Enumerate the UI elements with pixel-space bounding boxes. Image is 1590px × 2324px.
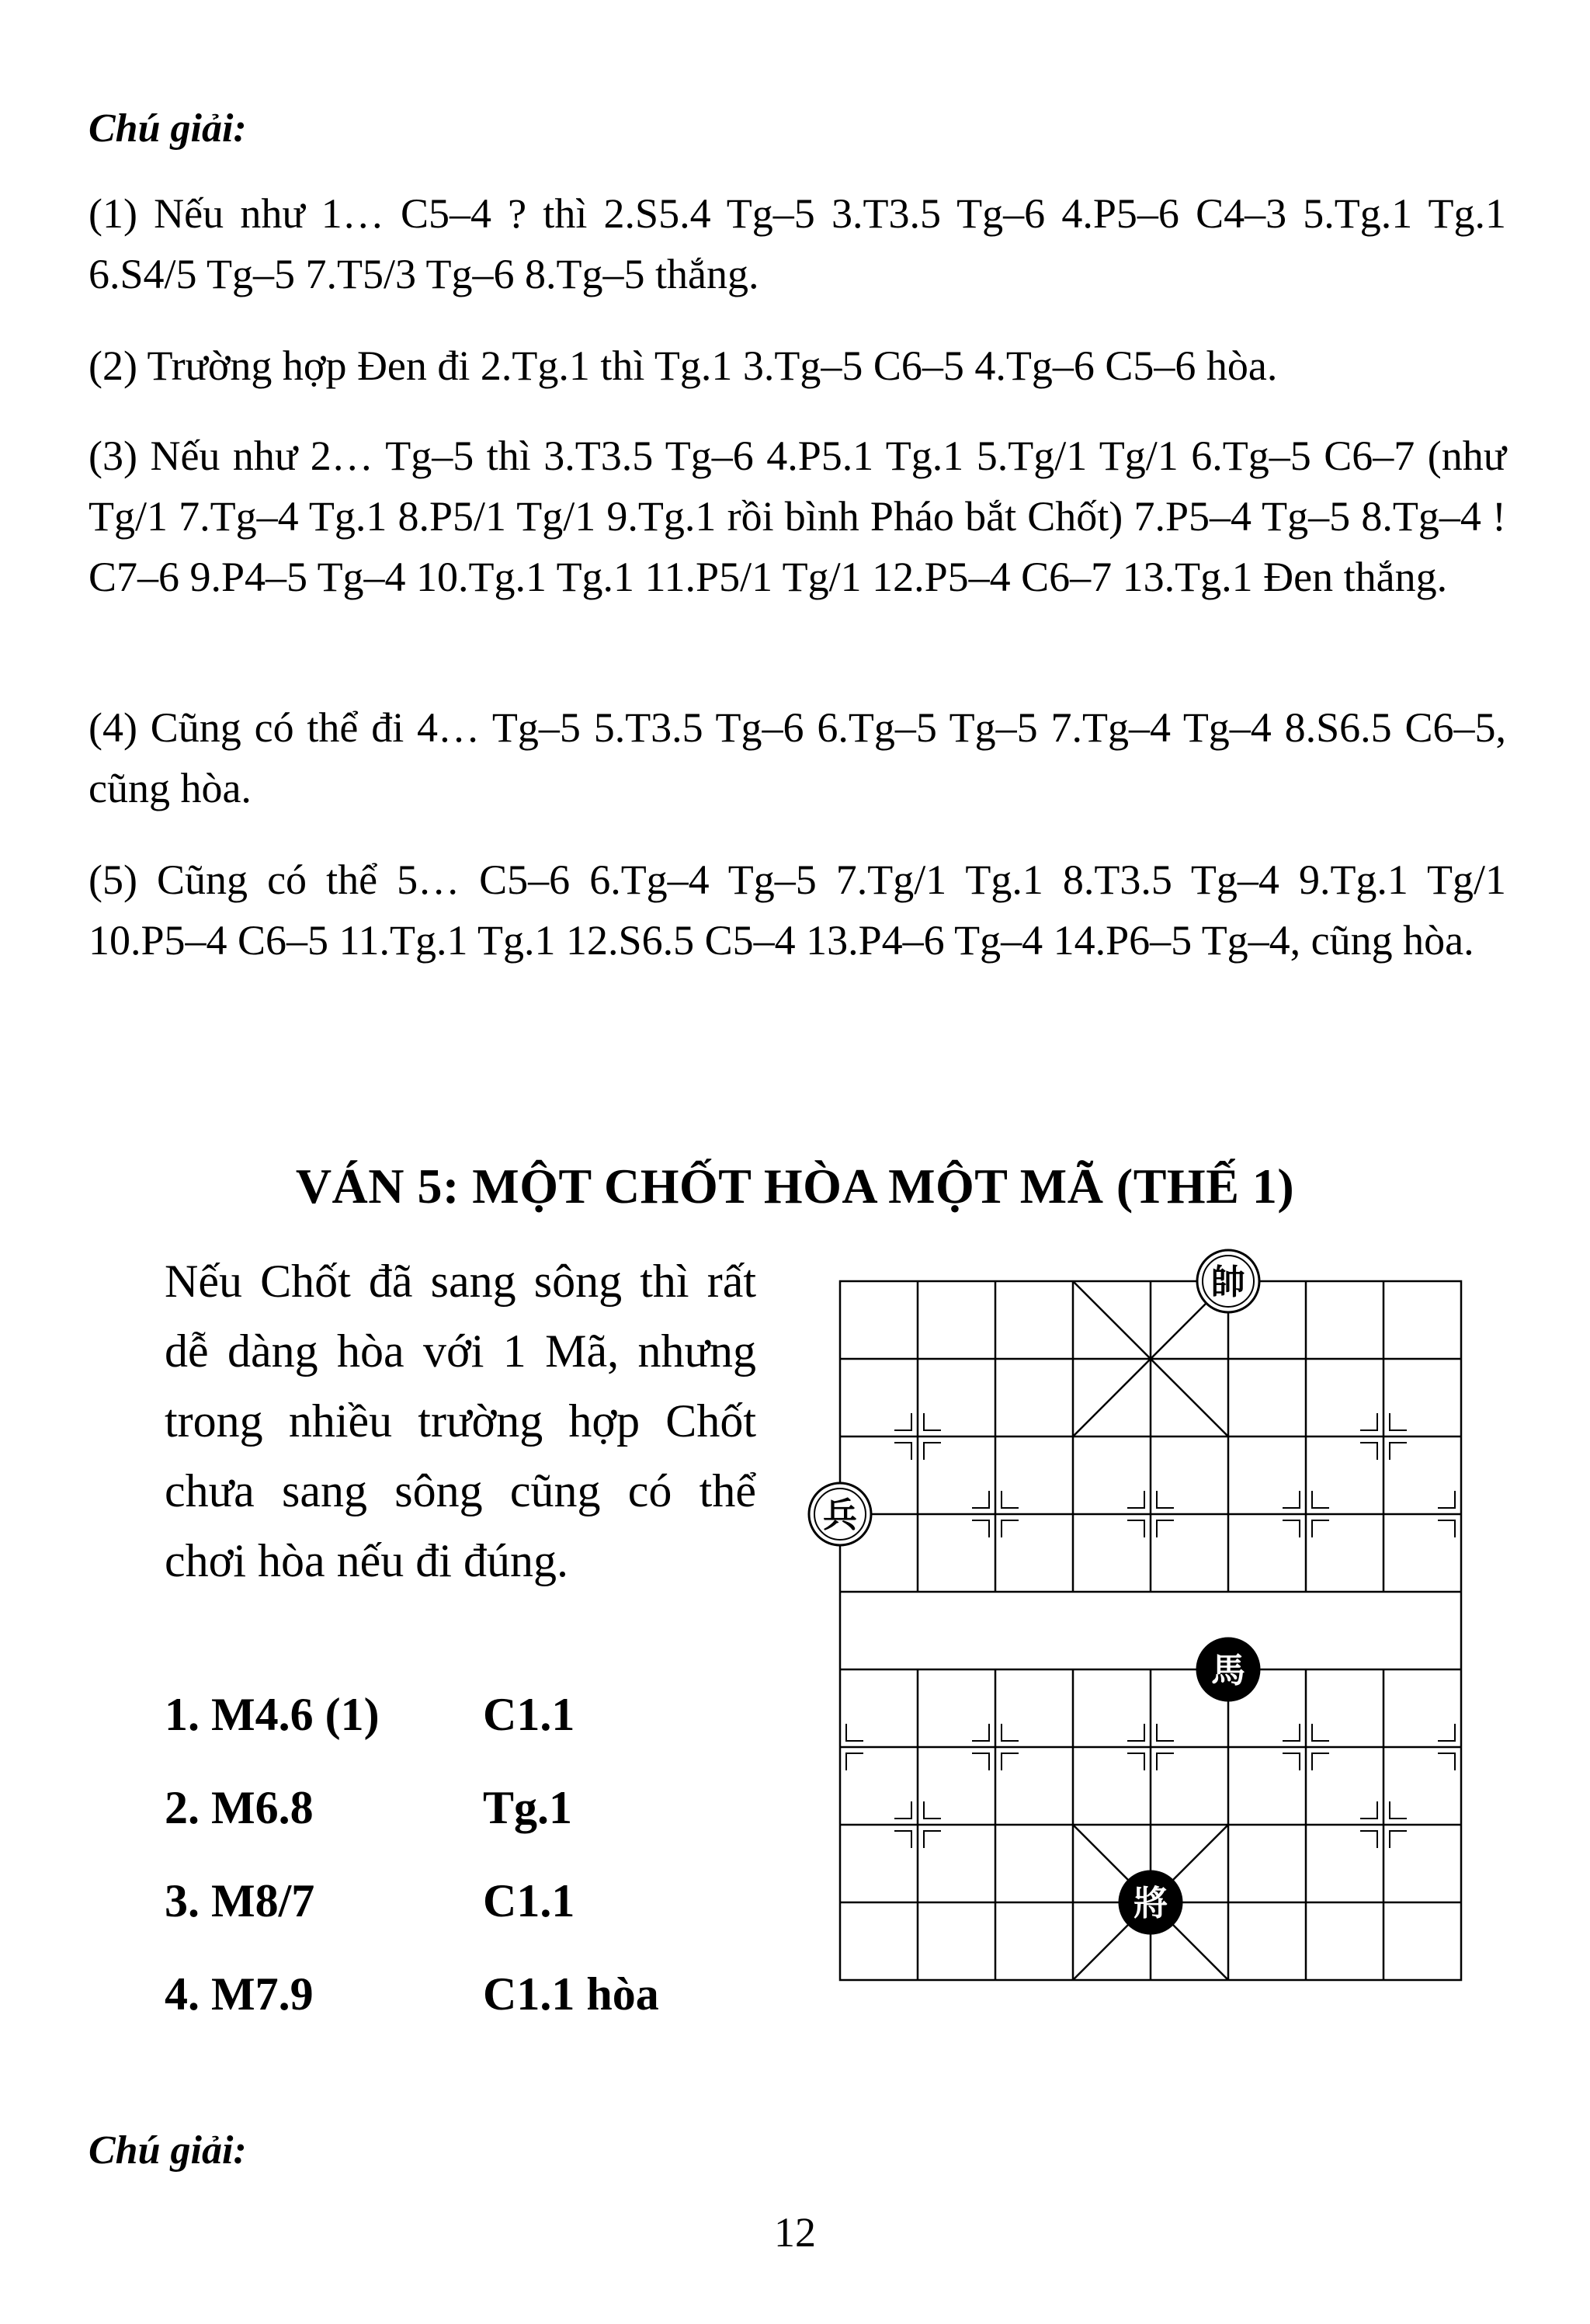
red-soldier-label: 兵	[823, 1495, 857, 1535]
position-marker	[972, 1520, 989, 1537]
position-marker	[894, 1801, 911, 1819]
move-red: 3. M8/7	[165, 1875, 315, 1926]
black-general-label: 將	[1133, 1884, 1168, 1923]
intro-paragraph: Nếu Chốt đã sang sông thì rất dễ dàng hòa với 1 Mã, nhưng trong nhiều trường hợp Chốt chưa sang sông cũng có thể chơi hòa nếu đi đúng.	[165, 1256, 756, 1586]
position-marker	[1127, 1753, 1144, 1770]
move-red: 2. M6.8	[165, 1782, 314, 1833]
position-marker	[1283, 1491, 1300, 1508]
position-marker	[924, 1443, 941, 1460]
move-black: C1.1	[483, 1689, 575, 1740]
position-marker	[1127, 1724, 1144, 1741]
position-marker	[1312, 1491, 1329, 1508]
position-marker	[1360, 1831, 1377, 1848]
position-marker	[1438, 1724, 1455, 1741]
position-marker	[1312, 1724, 1329, 1741]
position-marker	[1312, 1520, 1329, 1537]
position-marker	[894, 1831, 911, 1848]
position-marker	[1312, 1753, 1329, 1770]
position-marker	[1157, 1520, 1174, 1537]
notes-heading: Chú giải:	[89, 106, 247, 151]
position-marker	[1157, 1491, 1174, 1508]
note-4: (4) Cũng có thể đi 4… Tg–5 5.T3.5 Tg–6 6.Tg–5 Tg–5 7.Tg–4 Tg–4 8.S6.5 C6–5, cũng hòa.	[89, 704, 1506, 811]
position-marker	[1390, 1413, 1407, 1430]
move-red: 1. M4.6 (1)	[165, 1689, 380, 1740]
position-marker	[1438, 1491, 1455, 1508]
position-marker	[1283, 1753, 1300, 1770]
position-marker	[1002, 1753, 1019, 1770]
move-black: C1.1	[483, 1875, 575, 1926]
note-1: (1) Nếu như 1… C5–4 ? thì 2.S5.4 Tg–5 3.T3.5 Tg–6 4.P5–6 C4–3 5.Tg.1 Tg.1 6.S4/5 Tg–5 7.T5/3 Tg–6 8.Tg–5 thắng.	[89, 190, 1506, 297]
position-marker	[1002, 1491, 1019, 1508]
position-marker	[1002, 1520, 1019, 1537]
position-marker	[1360, 1443, 1377, 1460]
position-marker	[924, 1831, 941, 1848]
position-marker	[1390, 1801, 1407, 1819]
position-marker	[924, 1801, 941, 1819]
note-2: (2) Trường hợp Đen đi 2.Tg.1 thì Tg.1 3.Tg–5 C6–5 4.Tg–6 C5–6 hòa.	[89, 342, 1278, 389]
position-marker	[1360, 1801, 1377, 1819]
position-marker	[846, 1724, 863, 1741]
position-marker	[1390, 1443, 1407, 1460]
move-black: Tg.1	[483, 1782, 573, 1833]
position-marker	[972, 1491, 989, 1508]
position-marker	[1438, 1520, 1455, 1537]
position-marker	[972, 1724, 989, 1741]
xiangqi-board-diagram	[807, 1242, 1506, 2003]
move-red: 4. M7.9	[165, 1968, 314, 2020]
position-marker	[1157, 1753, 1174, 1770]
position-marker	[972, 1753, 989, 1770]
position-marker	[1157, 1724, 1174, 1741]
black-horse-label: 馬	[1211, 1651, 1245, 1690]
red-general-label: 帥	[1211, 1263, 1245, 1302]
position-marker	[1360, 1413, 1377, 1430]
position-marker	[894, 1413, 911, 1430]
position-marker	[1127, 1491, 1144, 1508]
position-marker	[1438, 1753, 1455, 1770]
notes-heading-2: Chú giải:	[89, 2128, 247, 2173]
move-black: C1.1 hòa	[483, 1968, 659, 2020]
note-3: (3) Nếu như 2… Tg–5 thì 3.T3.5 Tg–6 4.P5.1 Tg.1 5.Tg/1 Tg/1 6.Tg–5 C6–7 (như Tg/1 7.Tg–4 Tg.1 8.P5/1 Tg/1 9.Tg.1 rồi bình Pháo bắt Chốt) 7.P5–4 Tg–5 8.Tg–4 ! C7–6 9.P4–5 Tg–4 10.Tg.1 Tg.1 11.P5/1 Tg/1 12.P5–4 C6–7 13.Tg.1 Đen thắng.	[89, 432, 1506, 600]
page-number: 12	[774, 2209, 816, 2256]
position-marker	[1002, 1724, 1019, 1741]
position-marker	[846, 1753, 863, 1770]
position-marker	[1283, 1520, 1300, 1537]
position-marker	[1390, 1831, 1407, 1848]
note-5: (5) Cũng có thể 5… C5–6 6.Tg–4 Tg–5 7.Tg/1 Tg.1 8.T3.5 Tg–4 9.Tg.1 Tg/1 10.P5–4 C6–5 11.Tg.1 Tg.1 12.S6.5 C5–4 13.P4–6 Tg–4 14.P6–5 Tg–4, cũng hòa.	[89, 856, 1506, 964]
position-marker	[924, 1413, 941, 1430]
position-marker	[1283, 1724, 1300, 1741]
position-marker	[894, 1443, 911, 1460]
section-title: VÁN 5: MỘT CHỐT HÒA MỘT MÃ (THẾ 1)	[295, 1159, 1295, 1214]
position-marker	[1127, 1520, 1144, 1537]
